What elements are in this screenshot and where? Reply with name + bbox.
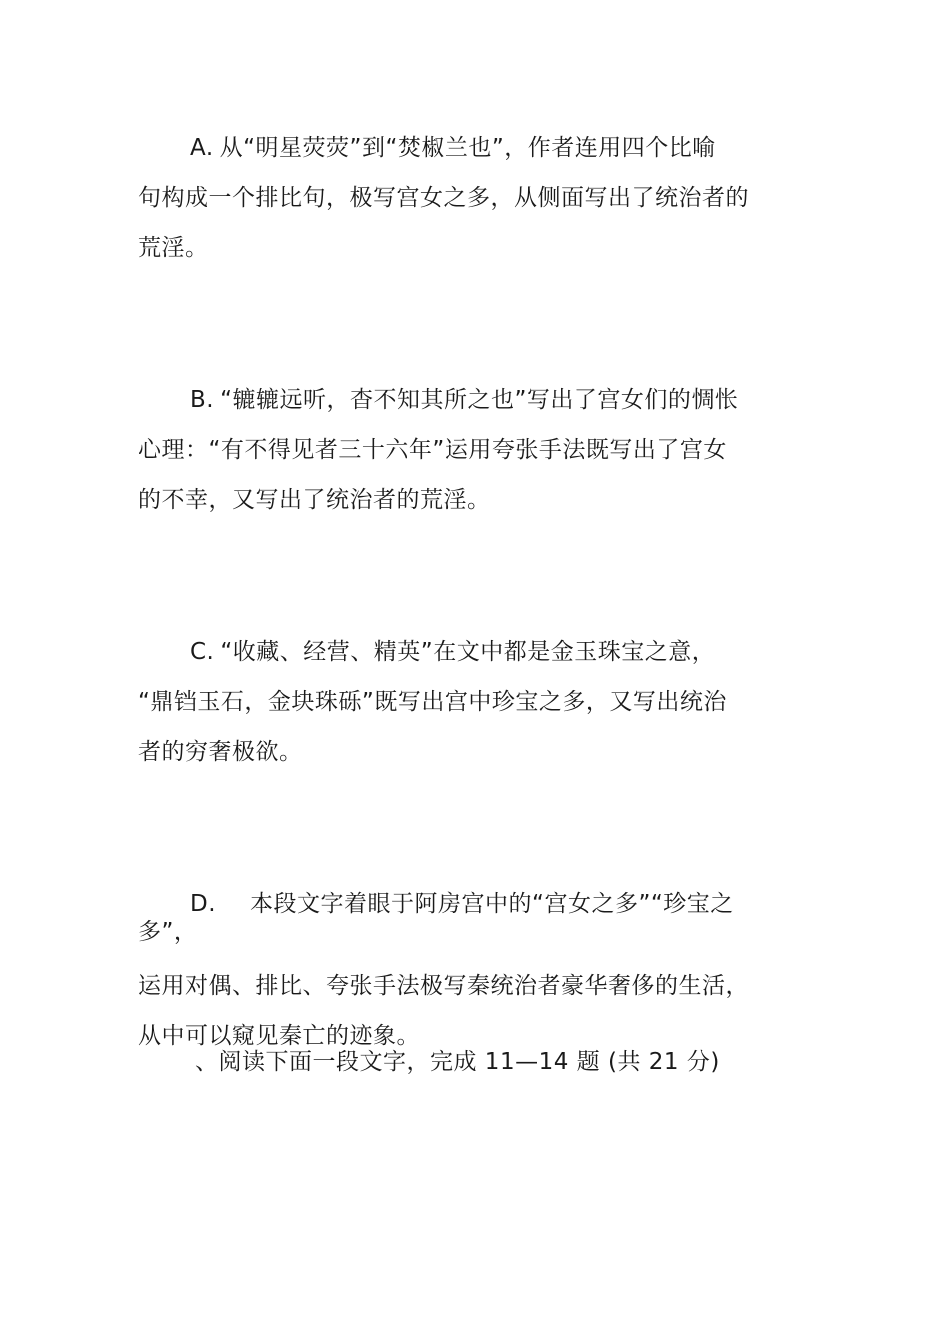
option-d [138,879,818,1061]
section-heading: 、阅读下面一段文字，完成 11—14 题 (共 21 分) [195,1049,720,1075]
option-a-text-1: 从“明星荧荧”到“焚椒兰也”，作者连用四个比喻 [219,135,716,161]
option-c-first-line [138,627,818,677]
option-a-first-line [138,123,818,173]
option-d-text-4: 从中可以窥见秦亡的迹象。 [138,1023,420,1049]
option-b-letter: B. [190,387,215,413]
option-a-text-3: 荒淫。 [138,235,209,261]
option-b-text-3: 的不幸，又写出了统治者的荒淫。 [138,487,491,513]
option-a [138,123,818,273]
option-d-text-2: 多”， [138,919,198,945]
option-c-text-1: “收藏、经营、精英”在文中都是金玉珠宝之意， [220,639,716,665]
option-d-letter: D. [190,891,217,917]
option-d-text-1: 本段文字着眼于阿房宫中的“宫女之多”“珍宝之 [250,891,734,917]
option-c [138,627,818,777]
option-b [138,375,818,525]
option-d-text-3: 运用对偶、排比、夸张手法极写秦统治者豪华奢侈的生活， [138,973,749,999]
option-b-first-line [138,375,818,425]
option-d-first-line [138,879,818,917]
option-b-text-2: 心理：“有不得见者三十六年”运用夸张手法既写出了宫女 [138,437,727,463]
option-b-text-1: “辘辘远听，杳不知其所之也”写出了宫女们的惆怅 [220,387,739,413]
option-c-text-2: “鼎铛玉石，金块珠砾”既写出宫中珍宝之多，又写出统治 [138,689,727,715]
option-a-text-2: 句构成一个排比句，极写宫女之多，从侧面写出了统治者的 [138,185,749,211]
option-c-letter: C. [190,639,215,665]
option-c-text-3: 者的穷奢极欲。 [138,739,303,765]
option-a-letter: A. [190,135,214,161]
